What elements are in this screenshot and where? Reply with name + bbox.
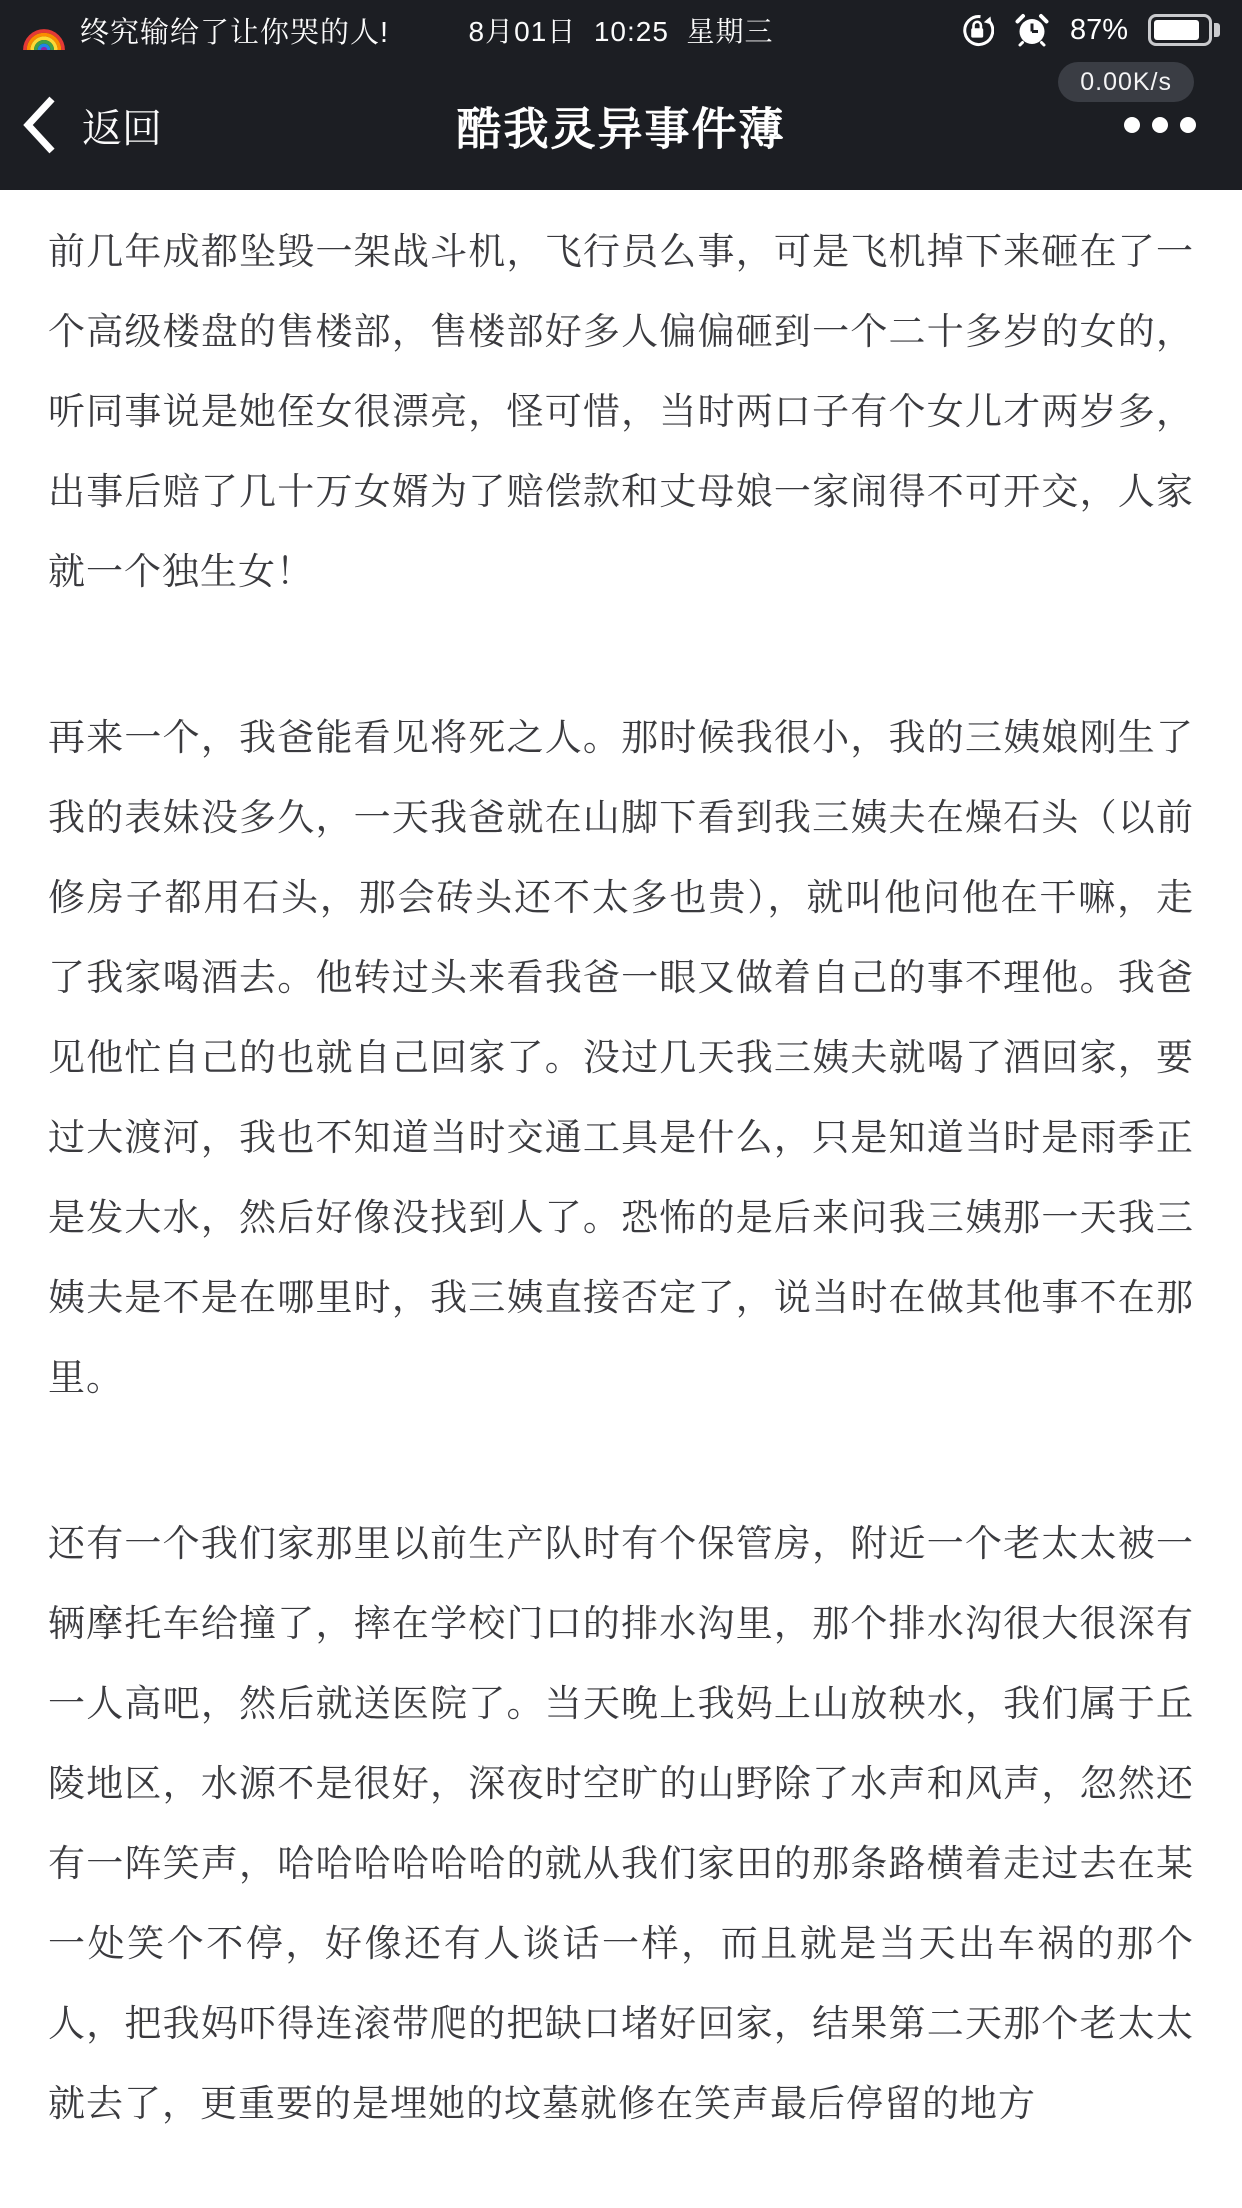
back-chevron-icon (20, 94, 60, 156)
story-line: 辆摩托车给撞了，摔在学校门口的排水沟里，那个排水沟很大很深有 (48, 1603, 1194, 1644)
battery-icon (1148, 14, 1220, 46)
story-line: 就去了，更重要的是埋她的坟墓就修在笑声最后停留的地方 (48, 2083, 1036, 2124)
status-bar (0, 0, 1242, 60)
story-paragraph (48, 212, 1194, 612)
story-content[interactable] (0, 190, 1242, 2208)
back-button-label: 返回 (82, 106, 162, 151)
story-line: 个高级楼盘的售楼部，售楼部好多人偏偏砸到一个二十多岁的女的， (48, 311, 1194, 352)
story-line: 一处笑个不停，好像还有人谈话一样，而且就是当天出车祸的那个 (48, 1923, 1194, 1964)
story-line: 修房子都用石头，那会砖头还不太多也贵），就叫他问他在干嘛，走 (48, 877, 1194, 918)
status-song-title: 终究输给了让你哭的人! (80, 16, 390, 49)
story-line: 了我家喝酒去。他转过头来看我爸一眼又做着自己的事不理他。我爸 (48, 957, 1194, 998)
network-speed-label: 0.00K/s (1080, 67, 1172, 96)
story-line: 一人高吧，然后就送医院了。当天晚上我妈上山放秧水，我们属于丘 (48, 1683, 1194, 1724)
more-menu-dots-icon (1152, 117, 1168, 133)
battery-tip (1214, 23, 1220, 37)
story-line: 里。 (48, 1357, 124, 1398)
story-line: 出事后赔了几十万女婿为了赔偿款和丈母娘一家闹得不可开交，人家 (48, 471, 1194, 512)
story-line: 还有一个我们家那里以前生产队时有个保管房，附近一个老太太被一 (48, 1523, 1194, 1564)
status-right (960, 12, 1220, 48)
story-line: 听同事说是她侄女很漂亮，怪可惜，当时两口子有个女儿才两岁多， (48, 391, 1194, 432)
story-line: 陵地区，水源不是很好，深夜时空旷的山野除了水声和风声，忽然还 (48, 1763, 1194, 1804)
story-line: 姨夫是不是在哪里时，我三姨直接否定了，说当时在做其他事不在那 (48, 1277, 1194, 1318)
story-line: 是发大水，然后好像没找到人了。恐怖的是后来问我三姨那一天我三 (48, 1197, 1194, 1238)
status-date-time: 8月01日 10:25 星期三 (468, 16, 774, 47)
battery-percent-label: 87% (1069, 13, 1128, 46)
story-line: 过大渡河，我也不知道当时交通工具是什么，只是知道当时是雨季正 (48, 1117, 1194, 1158)
status-left (22, 10, 389, 51)
page-title: 酷我灵异事件薄 (456, 103, 786, 155)
story-line: 前几年成都坠毁一架战斗机，飞行员么事，可是飞机掉下来砸在了一 (48, 231, 1194, 272)
back-button[interactable] (20, 94, 162, 156)
battery-fill (1154, 20, 1199, 40)
alarm-clock-icon (1014, 12, 1050, 48)
app-header (0, 0, 1242, 190)
story-line: 我的表妹没多久，一天我爸就在山脚下看到我三姨夫在燥石头（以前 (48, 797, 1194, 838)
story-line: 再来一个，我爸能看见将死之人。那时候我很小，我的三姨娘刚生了 (48, 717, 1194, 758)
story-paragraph (48, 1504, 1194, 2144)
nav-bar (0, 60, 1242, 190)
rotation-lock-icon (960, 13, 994, 47)
story-line: 有一阵笑声，哈哈哈哈哈哈的就从我们家田的那条路横着走过去在某 (48, 1843, 1194, 1884)
story-line: 见他忙自己的也就自己回家了。没过几天我三姨夫就喝了酒回家，要 (48, 1037, 1194, 1078)
battery-body (1148, 14, 1212, 46)
more-menu-button[interactable] (1124, 117, 1196, 133)
rainbow-icon (22, 10, 66, 50)
story-paragraph (48, 698, 1194, 1418)
more-menu-dots-icon (1124, 117, 1140, 133)
more-menu-dots-icon (1180, 117, 1196, 133)
story-line: 就一个独生女！ (48, 551, 314, 592)
story-line: 人，把我妈吓得连滚带爬的把缺口堵好回家，结果第二天那个老太太 (48, 2003, 1194, 2044)
